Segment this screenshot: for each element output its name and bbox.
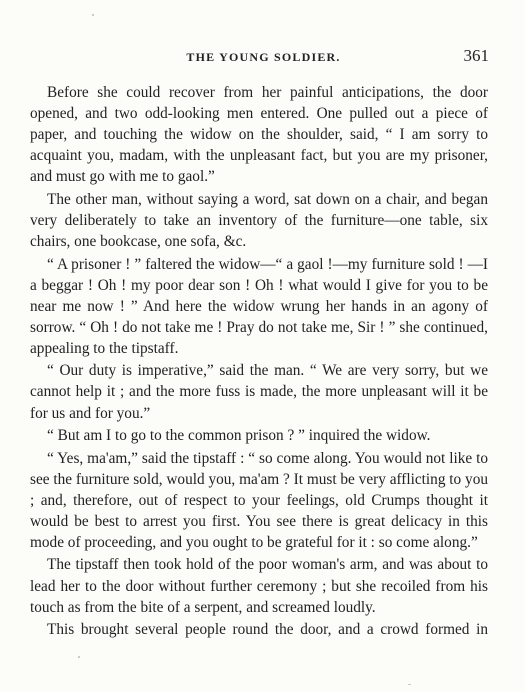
- paragraph: The tipstaff then took hold of the poor woman's arm, and was about to lead her to the door without further ceremony ; but she recoiled from his touch as from the bite of a serpent, and screamed loudly.: [30, 556, 488, 616]
- paper-speck: [92, 14, 94, 16]
- paragraph: “ Yes, ma'am,” said the tipstaff : “ so come along. You would not like to see the furniture sold, would you, ma'am ? It must be very afflicting to you ; and, therefore, out of respect to your feelings, old Crumps thought it would be best to arrest you first. You see there is great delicacy in this mode of proceeding, and you ought to be grateful for it : so come along.”: [30, 449, 488, 551]
- paper-speck: [408, 684, 411, 685]
- paper-speck: [78, 656, 80, 658]
- body-text: [30, 82, 488, 642]
- page-number: 361: [463, 46, 489, 65]
- paragraph: This brought several people round the door, and a crowd formed in: [47, 621, 488, 639]
- running-title: THE YOUNG SOLDIER.: [186, 50, 341, 64]
- paragraph: The other man, without saying a word, sat down on a chair, and began very deliberately to take an inventory of the furniture—one table, six chairs, one bookcase, one sofa, &c.: [30, 190, 488, 251]
- paragraph: “ Our duty is imperative,” said the man. “ We are very sorry, but we cannot help it ; and the more fuss is made, the more unpleasant will it be for us and for you.”: [30, 362, 488, 422]
- paragraph: “ A prisoner ! ” faltered the widow—“ a gaol !—my furniture sold ! —I a beggar ! Oh ! my poor dear son ! Oh ! what would I give for you to be near me now ! ” And here the widow wrung her hands in an agony of sorrow. “ Oh ! do not take me ! Pray do not take me, Sir ! ” she continued, appealing to the tipstaff.: [30, 255, 488, 357]
- paragraph: “ But am I to go to the common prison ? ” inquired the widow.: [47, 427, 431, 445]
- paragraph: Before she could recover from her painful anticipations, the door opened, and two odd-looking men entered. One pulled out a piece of paper, and touching the widow on the shoulder, said, “ I am sorry to acquaint you, madam, with the unpleasant fact, but you are my prisoner, and must go with me to gaol.”: [30, 84, 488, 186]
- running-head: [38, 46, 489, 66]
